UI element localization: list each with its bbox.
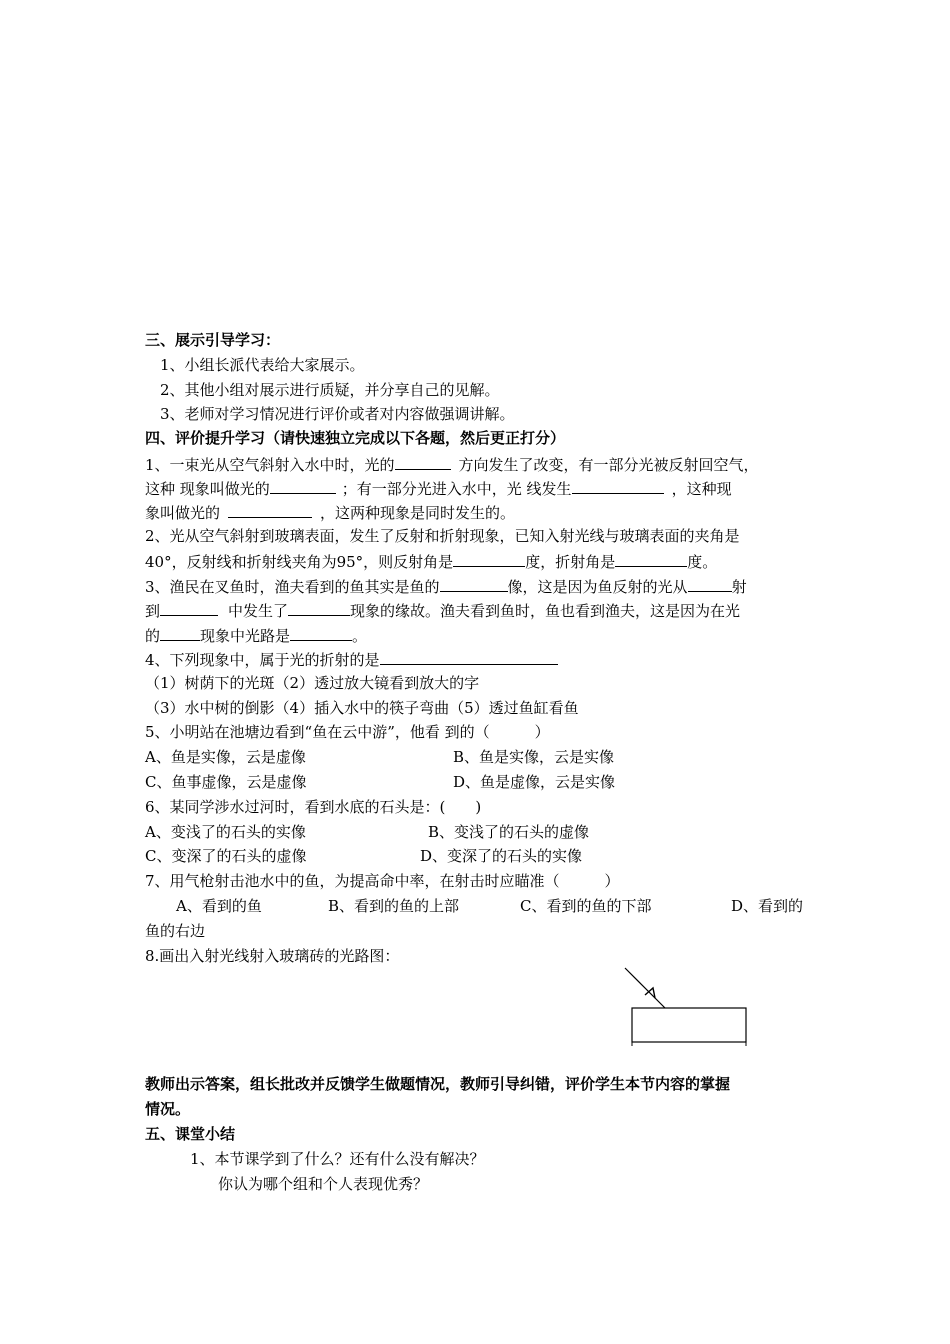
q4-options-2: （3）水中树的倒影（4）插入水中的筷子弯曲（5）透过鱼缸看鱼: [145, 699, 579, 717]
q5-stem: 5、小明站在池塘边看到“鱼在云中游”，他看 到的（ ）: [145, 723, 550, 741]
q4-blank[interactable]: [380, 648, 558, 665]
q1-line-3: [145, 501, 515, 521]
teacher-note-line-2: 情况。: [145, 1100, 191, 1118]
q1-text: 方向发生了改变，有一部分光被反射回空气，: [458, 456, 759, 474]
q3-text: 射: [731, 578, 747, 596]
q1-text: 1、一束光从空气斜射入水中时，光的: [145, 456, 395, 474]
q1-text: ，这两种现象是同时发生的。: [320, 504, 516, 522]
q2-line-2: [145, 550, 717, 570]
section-3-item-2: 2、其他小组对展示进行质疑，并分享自己的见解。: [160, 381, 500, 399]
q6-option-c[interactable]: C、变深了的石头的虚像: [145, 847, 307, 865]
q2-text: 40°，反射线和折射线夹角为95°，则反射角是: [145, 553, 454, 571]
q7-option-c[interactable]: C、看到的鱼的下部: [520, 897, 652, 915]
q3-blank-6[interactable]: [290, 624, 352, 641]
q7-stem: 7、用气枪射击池水中的鱼，为提高命中率，在射击时应瞄准（ ）: [145, 872, 620, 890]
section-4-title: 四、评价提升学习（请快速独立完成以下各题，然后更正打分）: [145, 429, 566, 447]
q3-text: 。: [352, 627, 368, 645]
q3-text: 像，这是因为鱼反射的光从: [507, 578, 688, 596]
glass-brick-svg: [615, 962, 755, 1052]
q1-text: ，这种现: [671, 480, 732, 498]
teacher-note-line-1: 教师出示答案，组长批改并反馈学生做题情况，教师引导纠错，评价学生本节内容的掌握: [145, 1075, 731, 1093]
q1-line-2: [145, 477, 732, 497]
q7-option-a[interactable]: A、看到的鱼: [176, 897, 262, 915]
q3-blank-1[interactable]: [440, 575, 508, 592]
q4-text: 4、下列现象中，属于光的折射的是: [145, 651, 380, 669]
q5-option-d[interactable]: D、鱼是虚像，云是实像: [453, 773, 616, 791]
q3-line-2: [145, 599, 740, 619]
q6-option-a[interactable]: A、变浅了的石头的实像: [145, 823, 306, 841]
q8-stem: 8.画出入射光线射入玻璃砖的光路图：: [145, 947, 400, 965]
section-5-title: 五、课堂小结: [145, 1125, 236, 1143]
q1-blank-3[interactable]: [572, 477, 664, 494]
q6-stem: 6、某同学涉水过河时，看到水底的石头是：( ): [145, 798, 482, 816]
q3-text: 的: [145, 627, 161, 645]
q6-option-d[interactable]: D、变深了的石头的实像: [420, 847, 583, 865]
q6-option-b[interactable]: B、变浅了的石头的虚像: [428, 823, 590, 841]
section-3-item-3: 3、老师对学习情况进行评价或者对内容做强调讲解。: [160, 405, 515, 423]
q3-line-1: [145, 575, 747, 595]
q2-text: 度，折射角是: [525, 553, 616, 571]
q2-blank-1[interactable]: [453, 550, 525, 567]
q3-text: 到: [145, 602, 161, 620]
q3-text: 3、渔民在叉鱼时，渔夫看到的鱼其实是鱼的: [145, 578, 440, 596]
q5-option-b[interactable]: B、鱼是实像，云是实像: [453, 748, 615, 766]
q3-blank-3[interactable]: [160, 599, 218, 616]
section-5-question-2: 你认为哪个组和个人表现优秀？: [218, 1175, 429, 1193]
q3-blank-5[interactable]: [160, 624, 200, 641]
q3-line-3: [145, 624, 367, 644]
q1-text: 象叫做光的: [145, 504, 221, 522]
q7-option-d[interactable]: D、看到的: [731, 897, 804, 915]
q1-line-1: [145, 453, 759, 473]
q2-line-1: 2、光从空气斜射到玻璃表面，发生了反射和折射现象，已知入射光线与玻璃表面的夹角是: [145, 527, 740, 545]
q4-stem: [145, 648, 558, 668]
q7-option-b[interactable]: B、看到的鱼的上部: [328, 897, 460, 915]
q4-options-1: （1）树荫下的光斑（2）透过放大镜看到放大的字: [145, 674, 480, 692]
q1-blank-1[interactable]: [395, 453, 451, 470]
section-3-item-1: 1、小组长派代表给大家展示。: [160, 356, 365, 374]
incident-ray: [625, 968, 665, 1008]
q3-text: 现象的缘故。渔夫看到鱼时，鱼也看到渔夫，这是因为在光: [350, 602, 741, 620]
q3-text: 中发生了: [228, 602, 289, 620]
q3-blank-2[interactable]: [688, 575, 732, 592]
q1-text: 这种 现象叫做光的: [145, 480, 270, 498]
q2-text: 度。: [687, 553, 718, 571]
q3-text: 现象中光路是: [200, 627, 291, 645]
q2-blank-2[interactable]: [615, 550, 687, 567]
q5-option-c[interactable]: C、鱼事虚像，云是虚像: [145, 773, 307, 791]
section-5-question-1: 1、本节课学到了什么？还有什么没有解决？: [190, 1150, 485, 1168]
glass-brick-diagram[interactable]: [615, 962, 755, 1052]
section-3-title: 三、展示引导学习：: [145, 331, 281, 349]
q1-text: ；有一部分光进入水中，光 线发生: [341, 480, 572, 498]
q1-blank-2[interactable]: [270, 477, 336, 494]
q7-option-d-cont: 鱼的右边: [145, 922, 206, 940]
q1-blank-4[interactable]: [228, 501, 312, 518]
q3-blank-4[interactable]: [288, 599, 350, 616]
q5-option-a[interactable]: A、鱼是实像，云是虚像: [145, 748, 306, 766]
glass-brick-outline: [632, 1008, 746, 1042]
